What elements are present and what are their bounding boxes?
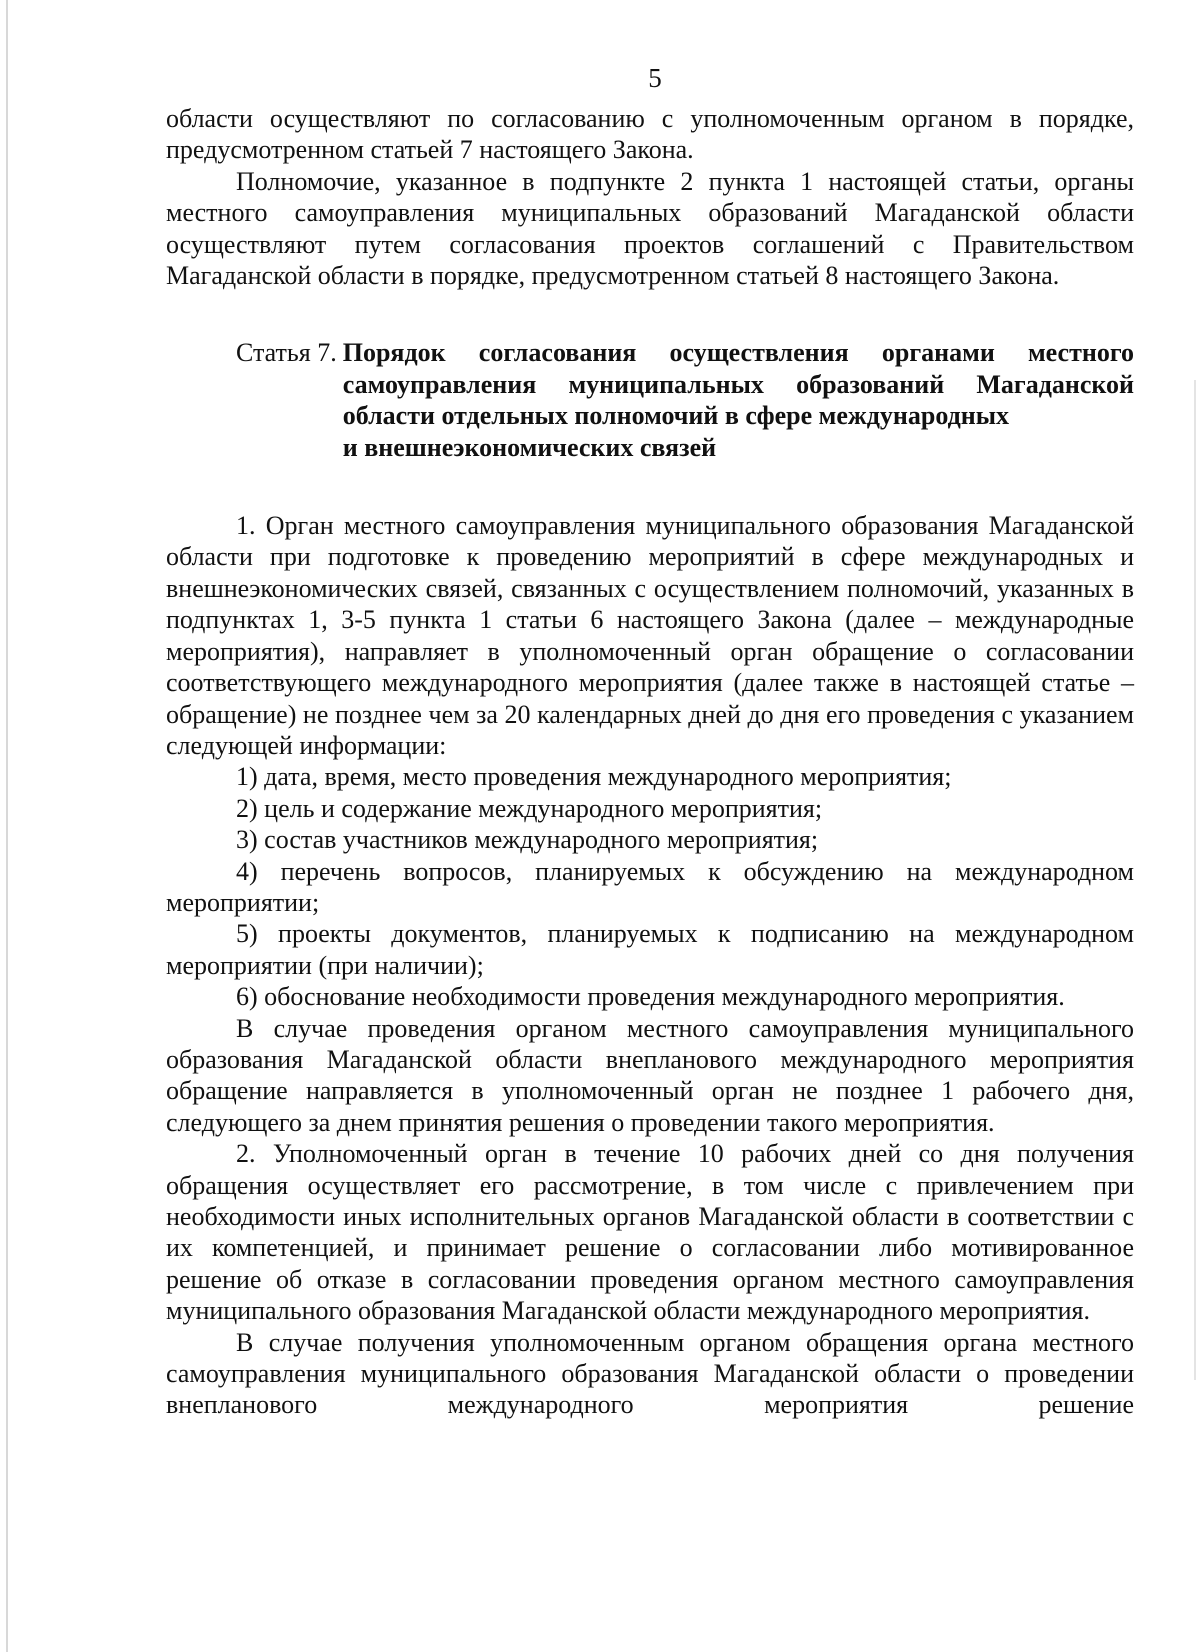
paragraph: В случае проведения органом местного самоуправления муниципального образования Магаданской области внепланового международного мероприятия обращение направляется в уполномоченный орган не позднее 1 рабочего дня, следующего за днем принятия решения о проведении такого мероприятия. xyxy=(166,1013,1134,1137)
paragraph-continuation: области осуществляют по согласованию с уполномоченным органом в порядке, предусмотренном статьей 7 настоящего Закона. xyxy=(166,104,1134,165)
page-number: 5 xyxy=(648,63,662,93)
document-body xyxy=(166,103,1134,1421)
paragraph: Полномочие, указанное в подпункте 2 пункта 1 настоящей статьи, органы местного самоуправления муниципальных образований Магаданской области осуществляют путем согласования проектов соглашений с Правительством Магаданской области в порядке, предусмотренном статьей 8 настоящего Закона. xyxy=(166,166,1134,291)
list-item: 5) проекты документов, планируемых к подписанию на международном мероприятии (при наличии); xyxy=(166,919,1134,980)
list-item: 6) обоснование необходимости проведения международного мероприятия. xyxy=(236,982,1065,1012)
paragraph: В случае получения уполномоченным органом обращения органа местного самоуправления муниципального образования Магаданской области о проведении внепланового международного мероприятия решение xyxy=(166,1327,1134,1420)
paragraph-item-2: 2. Уполномоченный орган в течение 10 рабочих дней со дня получения обращения осуществляет его рассмотрение, в том числе с привлечением при необходимости иных исполнительных органов Магаданской области в соответствии с их компетенцией, и принимает решение о согласовании либо мотивированное решение об отказе в согласовании проведения органом местного самоуправления муниципального образования Магаданской области международного мероприятия. xyxy=(166,1139,1134,1326)
article-label: Статья 7. xyxy=(236,338,337,368)
article-title-main: Порядок согласования осуществления органами местного самоуправления муниципальных образований Магаданской области отдельных полномочий в сфере международных xyxy=(342,338,1134,431)
scan-edge-right xyxy=(1194,380,1196,1380)
article-title-last-line: и внешнеэкономических связей xyxy=(342,432,717,462)
list-item: 4) перечень вопросов, планируемых к обсуждению на международном мероприятии; xyxy=(166,856,1134,917)
list-item: 2) цель и содержание международного мероприятия; xyxy=(236,793,823,823)
article-heading xyxy=(166,337,1134,463)
scan-edge-left xyxy=(6,0,8,1652)
list-item: 1) дата, время, место проведения международного мероприятия; xyxy=(236,762,952,792)
article-title xyxy=(343,337,1134,463)
paragraph-item-1: 1. Орган местного самоуправления муниципального образования Магаданской области при подготовке к проведению мероприятий в сфере международных и внешнеэкономических связей, связанных с осуществлением полномочий, указанных в подпунктах 1, 3-5 пункта 1 статьи 6 настоящего Закона (далее – международные мероприятия), направляет в уполномоченный орган обращение о согласовании соответствующего международного мероприятия (далее также в настоящей статье – обращение) не позднее чем за 20 календарных дней до дня его проведения с указанием следующей информации: xyxy=(166,511,1134,760)
list-item: 3) состав участников международного мероприятия; xyxy=(236,825,819,855)
